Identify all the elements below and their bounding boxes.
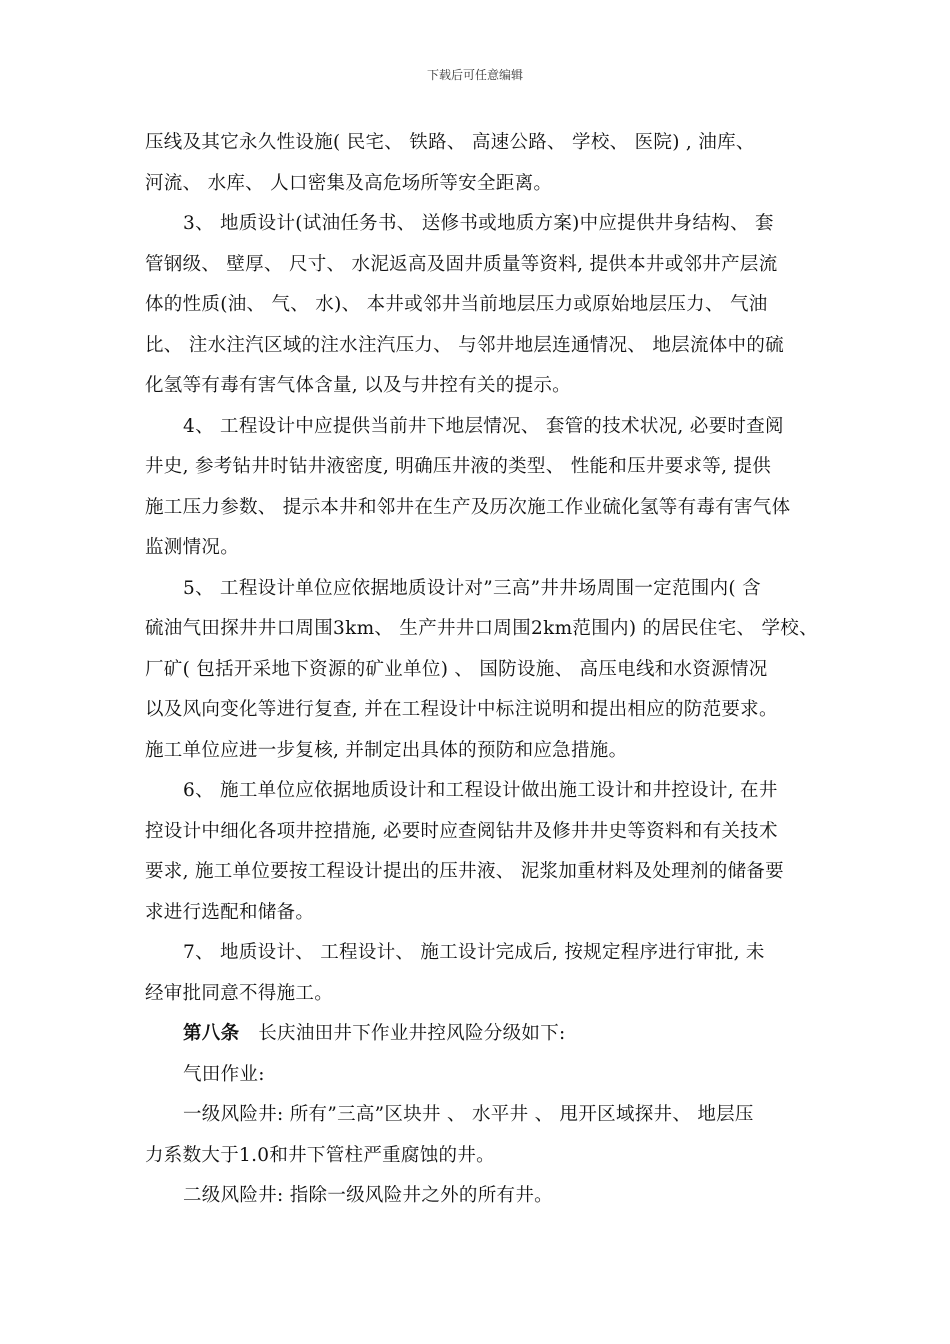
text-line: 5、 工程设计单位应依据地质设计对”三高”井井场周围一定范围内( 含 [183, 577, 761, 599]
text-line: 化氢等有毒有害气体含量, 以及与井控有关的提示。 [145, 375, 571, 396]
paragraph-block [145, 123, 825, 1014]
document-body [145, 123, 825, 1217]
text-line: 厂矿( 包括开采地下资源的矿业单位) 、 国防设施、 高压电线和水资源情况 [145, 658, 768, 680]
text-line: 比、 注水注汽区域的注水注汽压力、 与邻井地层连通情况、 地层流体中的硫 [145, 334, 784, 356]
text-line: 7、 地质设计、 工程设计、 施工设计完成后, 按规定程序进行审批, 未 [183, 942, 765, 963]
text-line: 管钢级、 壁厚、 尺寸、 水泥返高及固井质量等资料, 提供本井或邻井产层流 [145, 253, 778, 275]
paragraph-block [145, 1055, 825, 1217]
text-line: 施工压力参数、 提示本井和邻井在生产及历次施工作业硫化氢等有毒有害气体 [145, 496, 791, 518]
text-line: 气田作业: [183, 1063, 265, 1085]
text-line: 一级风险井: 所有”三高”区块井 、 水平井 、 甩开区域探井、 地层压 [183, 1104, 754, 1125]
text-line: 要求, 施工单位要按工程设计提出的压井液、 泥浆加重材料及处理剂的储备要 [145, 861, 784, 882]
text-line: 监测情况。 [145, 537, 240, 558]
text-line: 井史, 参考钻井时钻井液密度, 明确压井液的类型、 性能和压井要求等, 提供 [145, 456, 772, 477]
text-line: 力系数大于1.0和井下管柱严重腐蚀的井。 [145, 1144, 495, 1166]
article-heading [145, 1014, 825, 1055]
text-line: 施工单位应进一步复核, 并制定出具体的预防和应急措施。 [145, 739, 628, 761]
text-line: 4、 工程设计中应提供当前井下地层情况、 套管的技术状况, 必要时查阅 [183, 415, 784, 437]
text-line: 硫油气田探井井口周围3km、 生产井井口周围2km范围内) 的居民住宅、 学校、 [145, 618, 818, 639]
text-line: 压线及其它永久性设施( 民宅、 铁路、 高速公路、 学校、 医院) , 油库、 [145, 132, 755, 153]
text-line: 6、 施工单位应依据地质设计和工程设计做出施工设计和井控设计, 在井 [183, 780, 778, 801]
text-line: 以及风向变化等进行复查, 并在工程设计中标注说明和提出相应的防范要求。 [145, 699, 778, 720]
article-label: 第八条 [183, 1023, 240, 1044]
text-line: 控设计中细化各项井控措施, 必要时应查阅钻井及修井井史等资料和有关技术 [145, 820, 778, 842]
text-line: 体的性质(油、 气、 水)、 本井或邻井当前地层压力或原始地层压力、 气油 [145, 294, 768, 315]
text-line: 二级风险井: 指除一级风险井之外的所有井。 [183, 1185, 553, 1206]
page-header: 下载后可任意编辑 [426, 68, 523, 82]
text-line: 求进行选配和储备。 [145, 901, 315, 923]
text-line: 河流、 水库、 人口密集及高危场所等安全距离。 [145, 172, 553, 194]
article-text: 长庆油田井下作业井控风险分级如下: [258, 1023, 566, 1044]
text-line: 3、 地质设计(试油任务书、 送修书或地质方案)中应提供井身结构、 套 [183, 213, 774, 234]
text-line: 经审批同意不得施工。 [145, 982, 334, 1004]
